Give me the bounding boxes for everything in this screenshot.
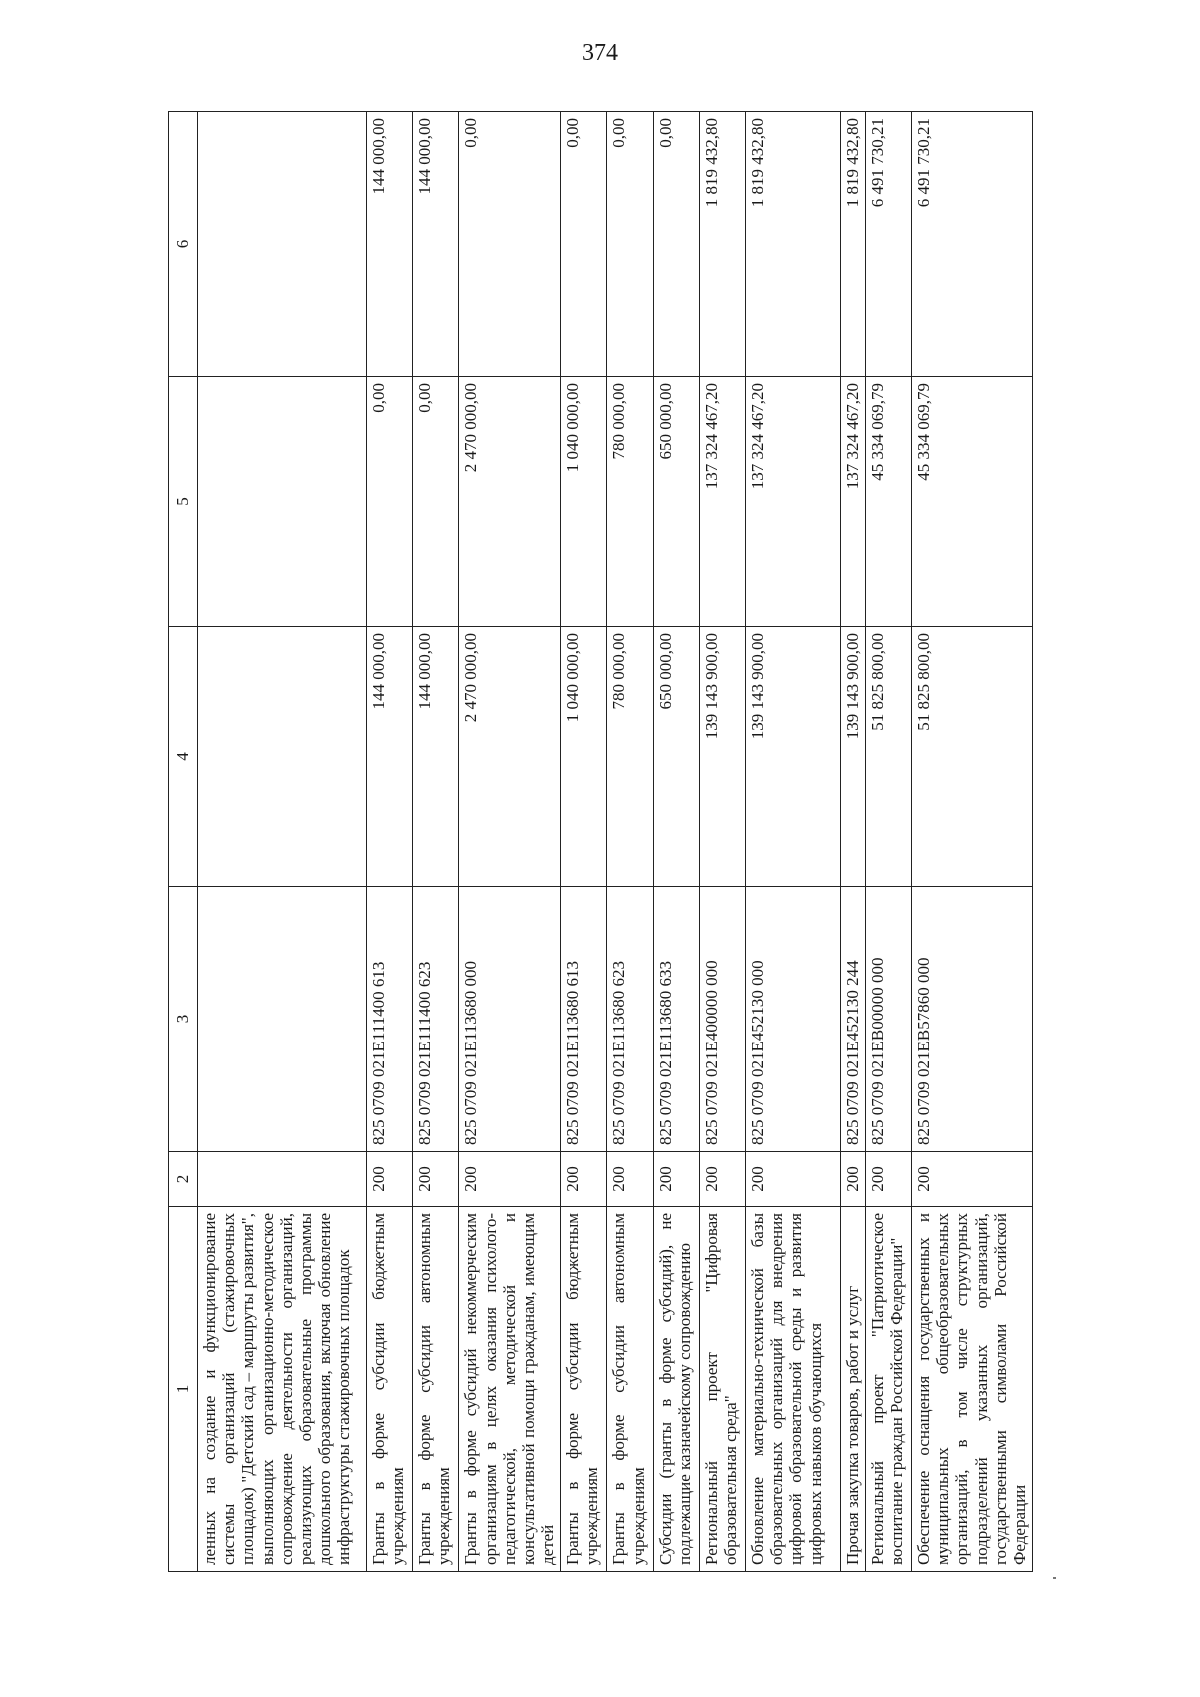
row-code: 825 0709 021E113680 613 xyxy=(561,887,607,1152)
row-col-4: 1 040 000,00 xyxy=(561,627,607,887)
row-description: Гранты в форме субсидии бюджетным учреждениям xyxy=(366,1207,412,1572)
row-col-4: 51 825 800,00 xyxy=(911,627,1032,887)
row-description: Региональный проект "Патриотическое воспитание граждан Российской Федерации" xyxy=(865,1207,911,1572)
row-col-2: 200 xyxy=(840,1152,865,1207)
row-code: 825 0709 021E111400 623 xyxy=(413,887,459,1152)
table-row xyxy=(198,112,367,1572)
row-col-2: 200 xyxy=(911,1152,1032,1207)
header-col-1: 1 xyxy=(169,1207,198,1572)
table-row xyxy=(653,112,699,1572)
row-description: Обновление материально-технической базы образовательных организаций для внедрения цифровой образовательной среды и развития цифровых навыков обучающихся xyxy=(746,1207,841,1572)
row-col-4: 144 000,00 xyxy=(413,627,459,887)
row-col-5: 780 000,00 xyxy=(607,377,653,627)
header-col-4: 4 xyxy=(169,627,198,887)
row-col-6: 0,00 xyxy=(561,112,607,377)
scan-speck xyxy=(1053,1577,1056,1579)
row-col-2: 200 xyxy=(865,1152,911,1207)
row-col-5: 45 334 069,79 xyxy=(911,377,1032,627)
row-col-2: 200 xyxy=(459,1152,561,1207)
row-col-4: 139 143 900,00 xyxy=(840,627,865,887)
row-col-2 xyxy=(198,1152,367,1207)
table-row xyxy=(561,112,607,1572)
row-code: 825 0709 021E452130 000 xyxy=(746,887,841,1152)
row-col-6: 0,00 xyxy=(459,112,561,377)
table-row xyxy=(840,112,865,1572)
row-col-6: 0,00 xyxy=(653,112,699,377)
row-col-5: 2 470 000,00 xyxy=(459,377,561,627)
row-col-6: 1 819 432,80 xyxy=(840,112,865,377)
row-code: 825 0709 021E113680 623 xyxy=(607,887,653,1152)
row-code: 825 0709 021E113680 633 xyxy=(653,887,699,1152)
row-code xyxy=(198,887,367,1152)
row-description: Обеспечение оснащения государственных и муниципальных общеобразовательных организаций, в том числе структурных подразделений указанных организаций, государственными символами Российской Федерации xyxy=(911,1207,1032,1572)
row-col-4: 650 000,00 xyxy=(653,627,699,887)
row-description: Гранты в форме субсидии бюджетным учреждениям xyxy=(561,1207,607,1572)
row-code: 825 0709 021E452130 244 xyxy=(840,887,865,1152)
row-col-4: 139 143 900,00 xyxy=(699,627,745,887)
row-code: 825 0709 021E111400 613 xyxy=(366,887,412,1152)
header-row xyxy=(169,112,198,1572)
row-col-6: 6 491 730,21 xyxy=(911,112,1032,377)
row-col-2: 200 xyxy=(561,1152,607,1207)
row-col-6: 6 491 730,21 xyxy=(865,112,911,377)
table-row xyxy=(746,112,841,1572)
row-col-6: 0,00 xyxy=(607,112,653,377)
row-col-5: 137 324 467,20 xyxy=(840,377,865,627)
table-row xyxy=(911,112,1032,1572)
row-col-6: 144 000,00 xyxy=(413,112,459,377)
table-row xyxy=(699,112,745,1572)
row-col-5: 1 040 000,00 xyxy=(561,377,607,627)
row-col-6: 1 819 432,80 xyxy=(746,112,841,377)
header-col-5: 5 xyxy=(169,377,198,627)
table-row xyxy=(413,112,459,1572)
row-col-5: 45 334 069,79 xyxy=(865,377,911,627)
page-number: 374 xyxy=(582,40,618,66)
budget-table xyxy=(168,111,1033,1572)
table-row xyxy=(865,112,911,1572)
row-col-2: 200 xyxy=(366,1152,412,1207)
row-code: 825 0709 021E113680 000 xyxy=(459,887,561,1152)
header-col-6: 6 xyxy=(169,112,198,377)
header-col-3: 3 xyxy=(169,887,198,1152)
header-col-2: 2 xyxy=(169,1152,198,1207)
row-col-6: 144 000,00 xyxy=(366,112,412,377)
row-description: Гранты в форме субсидии автономным учреждениям xyxy=(607,1207,653,1572)
row-col-5 xyxy=(198,377,367,627)
row-description: ленных на создание и функционирование системы организаций (стажировочных площадок) "Детский сад – маршруты развития", выполняющих организационно-методическое сопровождение деятельности организаций, реализующих образовательные программы дошкольного образования, включая обновление инфраструктуры стажировочных площадок xyxy=(198,1207,367,1572)
table-row xyxy=(459,112,561,1572)
row-col-5: 650 000,00 xyxy=(653,377,699,627)
row-code: 825 0709 021EB00000 000 xyxy=(865,887,911,1152)
row-col-6 xyxy=(198,112,367,377)
row-col-5: 0,00 xyxy=(413,377,459,627)
row-col-5: 137 324 467,20 xyxy=(699,377,745,627)
row-col-4: 51 825 800,00 xyxy=(865,627,911,887)
row-col-4 xyxy=(198,627,367,887)
row-col-6: 1 819 432,80 xyxy=(699,112,745,377)
row-description: Региональный проект "Цифровая образовательная среда" xyxy=(699,1207,745,1572)
rotated-table-container xyxy=(168,112,1033,1572)
row-description: Прочая закупка товаров, работ и услуг xyxy=(840,1207,865,1572)
row-col-2: 200 xyxy=(607,1152,653,1207)
row-col-2: 200 xyxy=(699,1152,745,1207)
row-col-5: 137 324 467,20 xyxy=(746,377,841,627)
row-code: 825 0709 021EB57860 000 xyxy=(911,887,1032,1152)
row-code: 825 0709 021E400000 000 xyxy=(699,887,745,1152)
table-row xyxy=(607,112,653,1572)
row-col-2: 200 xyxy=(746,1152,841,1207)
row-col-4: 139 143 900,00 xyxy=(746,627,841,887)
row-col-5: 0,00 xyxy=(366,377,412,627)
row-col-4: 144 000,00 xyxy=(366,627,412,887)
row-col-4: 2 470 000,00 xyxy=(459,627,561,887)
table-row xyxy=(366,112,412,1572)
row-description: Гранты в форме субсидий некоммерческим организациям в целях оказания психолого-педагогической, методической и консультативной помощи гражданам, имеющим детей xyxy=(459,1207,561,1572)
row-description: Гранты в форме субсидии автономным учреждениям xyxy=(413,1207,459,1572)
row-description: Субсидии (гранты в форме субсидий), не подлежащие казначейскому сопровождению xyxy=(653,1207,699,1572)
row-col-2: 200 xyxy=(413,1152,459,1207)
row-col-2: 200 xyxy=(653,1152,699,1207)
row-col-4: 780 000,00 xyxy=(607,627,653,887)
